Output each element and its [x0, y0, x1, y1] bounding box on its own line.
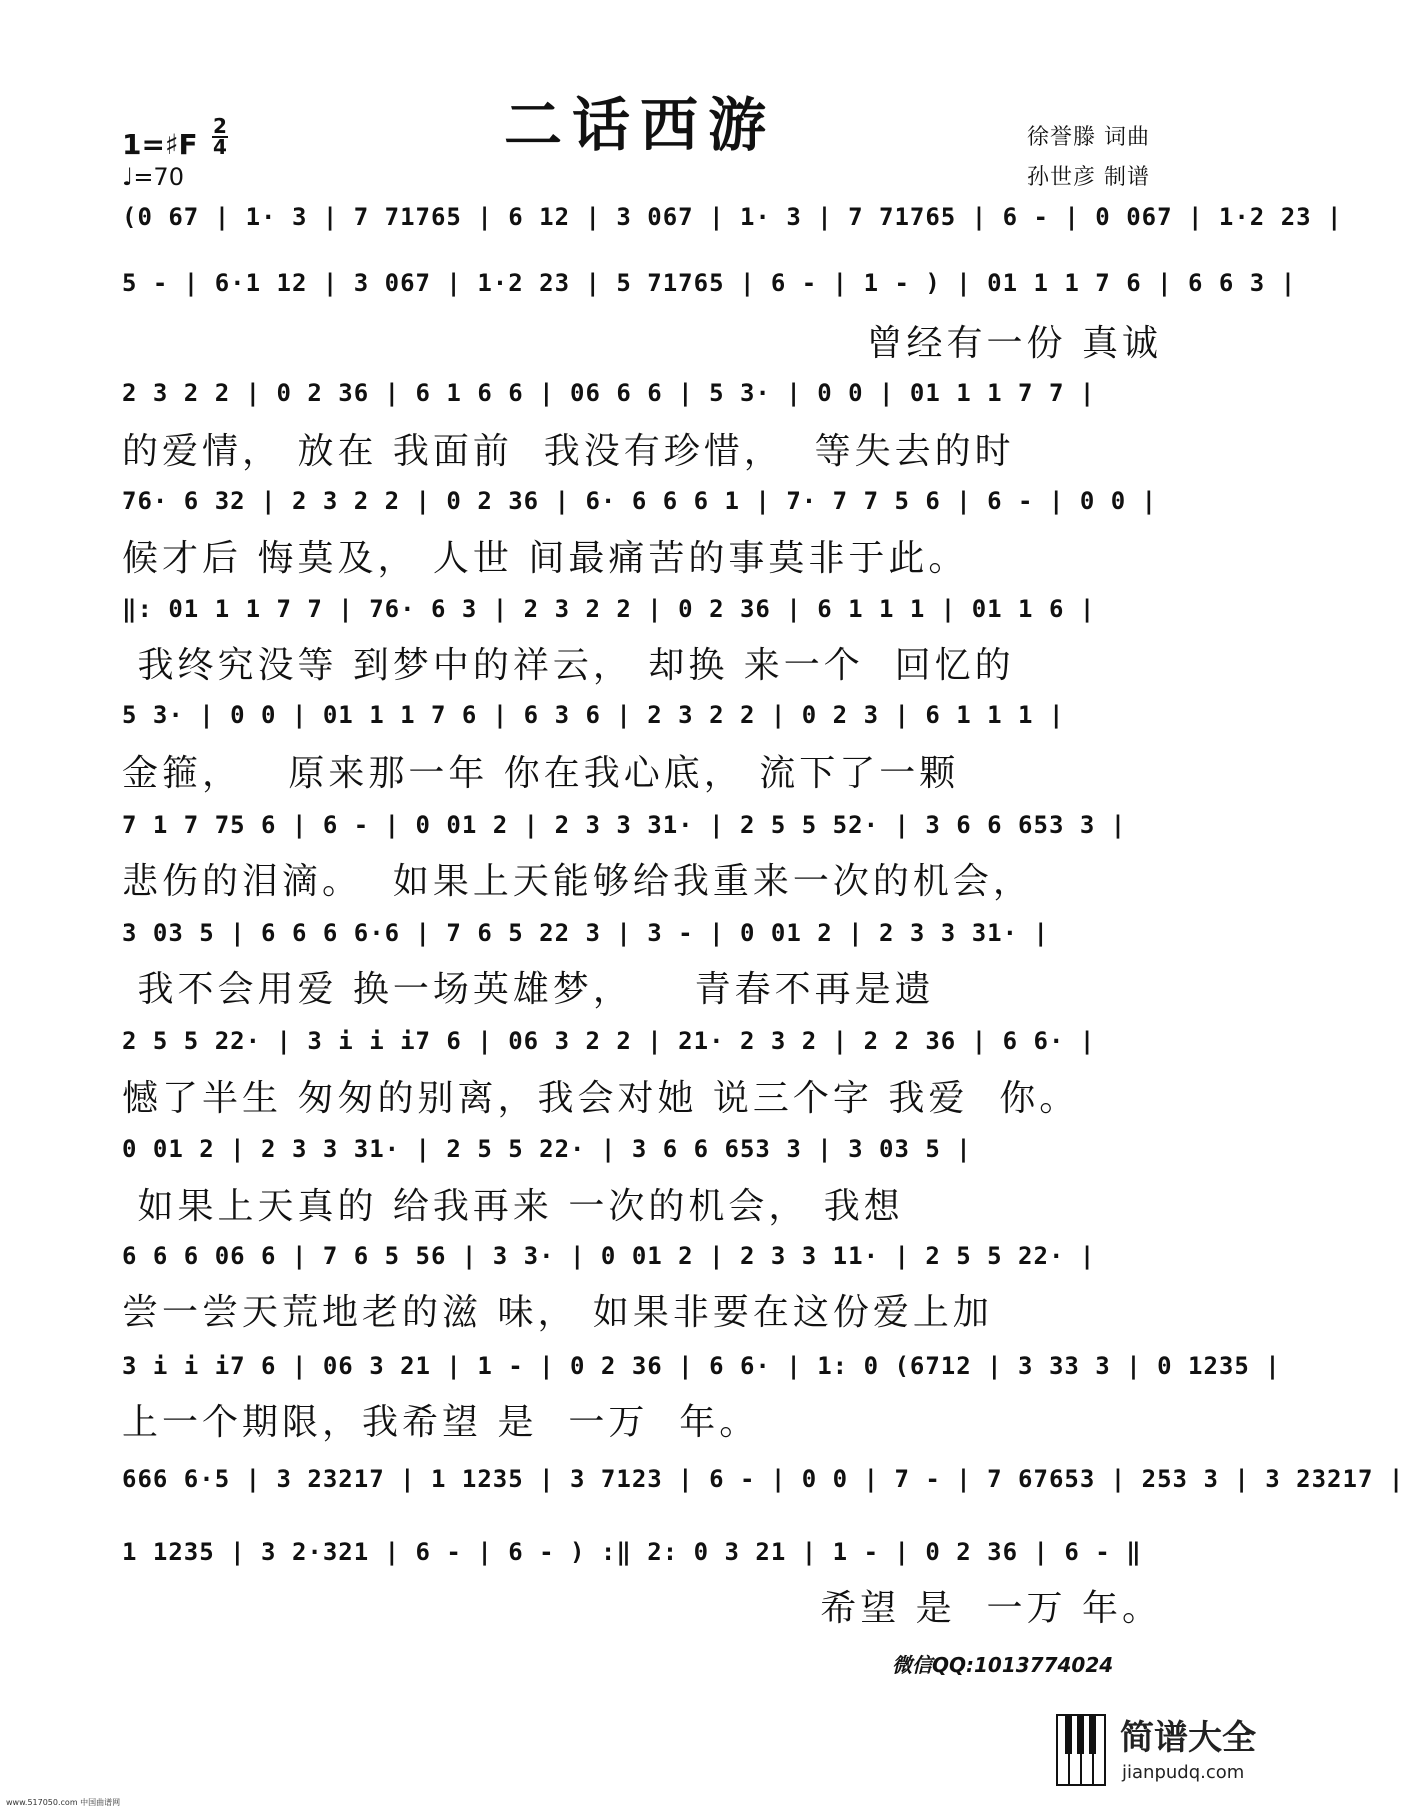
piano-keys-icon	[1056, 1714, 1114, 1782]
logo-brand-text: 简谱大全	[1120, 1718, 1256, 1758]
system-9-notes: 2 5 5 22· | 3 i i i7 6 | 06 3 2 2 | 21· 2 3 2 | 2 2 36 | 6 6· |	[122, 1027, 1096, 1055]
site-logo	[1056, 1704, 1266, 1800]
system-5-notes: ‖: 01 1 1 7 7 | 76· 6 3 | 2 3 2 2 | 0 2 36 | 6 1 1 1 | 01 1 6 |	[122, 595, 1096, 623]
system-13-notes: 666 6·5 | 3 23217 | 1 1235 | 3 7123 | 6 - | 0 0 | 7 - | 7 67653 | 253 3 | 3 23217 |	[122, 1465, 1404, 1493]
system-3-lyrics: 的爱情， 放在 我面前 我没有珍惜， 等失去的时	[122, 431, 1015, 472]
system-7-notes: 7 1 7 75 6 | 6 - | 0 01 2 | 2 3 3 31· | 2 5 5 52· | 3 6 6 653 3 |	[122, 811, 1127, 839]
system-10-notes: 0 01 2 | 2 3 3 31· | 2 5 5 22· | 3 6 6 653 3 | 3 03 5 |	[122, 1135, 972, 1163]
credits	[1027, 118, 1150, 198]
time-signature	[212, 114, 228, 159]
system-7-lyrics: 悲伤的泪滴。 如果上天能够给我重来一次的机会，	[122, 861, 1033, 902]
meter-bottom: 4	[213, 135, 227, 159]
contact-info: 微信QQ:1013774024	[892, 1653, 1114, 1677]
system-10-lyrics: 如果上天真的 给我再来 一次的机会， 我想	[122, 1186, 904, 1227]
system-4-notes: 76· 6 32 | 2 3 2 2 | 0 2 36 | 6· 6 6 6 1 | 7· 7 7 5 6 | 6 - | 0 0 |	[122, 487, 1158, 515]
lyricist-composer: 徐誉滕 词曲	[1027, 125, 1150, 150]
system-5-lyrics: 我终究没等 到梦中的祥云， 却换 来一个 回忆的	[122, 645, 1015, 686]
system-12-notes: 3 i i i7 6 | 06 3 21 | 1 - | 0 2 36 | 6 6· | 1: 0 (6712 | 3 33 3 | 0 1235 |	[122, 1352, 1281, 1380]
system-2-lyrics: 曾经有一份 真诚	[866, 323, 1162, 364]
arranger: 孙世彦 制谱	[1027, 165, 1150, 190]
page-title: 二话西游	[503, 91, 776, 159]
system-4-lyrics: 候才后 悔莫及， 人世 间最痛苦的事莫非于此。	[122, 538, 969, 579]
system-11-lyrics: 尝一尝天荒地老的滋 味， 如果非要在这份爱上加	[122, 1292, 993, 1333]
system-3-notes: 2 3 2 2 | 0 2 36 | 6 1 6 6 | 06 6 6 | 5 3· | 0 0 | 01 1 1 7 7 |	[122, 379, 1096, 407]
system-9-lyrics: 憾了半生 匆匆的别离，我会对她 说三个字 我爱 你。	[122, 1078, 1080, 1119]
system-12-lyrics: 上一个期限，我希望 是 一万 年。	[122, 1402, 760, 1443]
footer-note: www.517050.com 中国曲谱网	[6, 1798, 121, 1807]
system-8-lyrics: 我不会用爱 换一场英雄梦， 青春不再是遗	[122, 969, 935, 1010]
system-11-notes: 6 6 6 06 6 | 7 6 5 56 | 3 3· | 0 01 2 | 2 3 3 11· | 2 5 5 22· |	[122, 1242, 1096, 1270]
system-2-notes: 5 - | 6·1 12 | 3 067 | 1·2 23 | 5 71765 | 6 - | 1 - ) | 01 1 1 7 6 | 6 6 3 |	[122, 269, 1297, 297]
system-8-notes: 3 03 5 | 6 6 6 6·6 | 7 6 5 22 3 | 3 - | 0 01 2 | 2 3 3 31· |	[122, 919, 1049, 947]
key-signature: 1=♯F	[122, 128, 198, 161]
system-14-notes: 1 1235 | 3 2·321 | 6 - | 6 - ) :‖ 2: 0 3 21 | 1 - | 0 2 36 | 6 - ‖	[122, 1538, 1142, 1566]
meter-top: 2	[213, 114, 227, 138]
system-6-notes: 5 3· | 0 0 | 01 1 1 7 6 | 6 3 6 | 2 3 2 2 | 0 2 3 | 6 1 1 1 |	[122, 701, 1065, 729]
tempo-mark: ♩=70	[122, 163, 184, 191]
system-6-lyrics: 金箍， 原来那一年 你在我心底， 流下了一颗	[122, 753, 960, 794]
system-1-notes: (0 67 | 1· 3 | 7 71765 | 6 12 | 3 067 | 1· 3 | 7 71765 | 6 - | 0 067 | 1·2 23 |	[122, 203, 1343, 231]
system-14-lyrics: 希望 是 一万 年。	[573, 1588, 1162, 1629]
logo-url[interactable]: jianpudq.com	[1122, 1762, 1245, 1783]
